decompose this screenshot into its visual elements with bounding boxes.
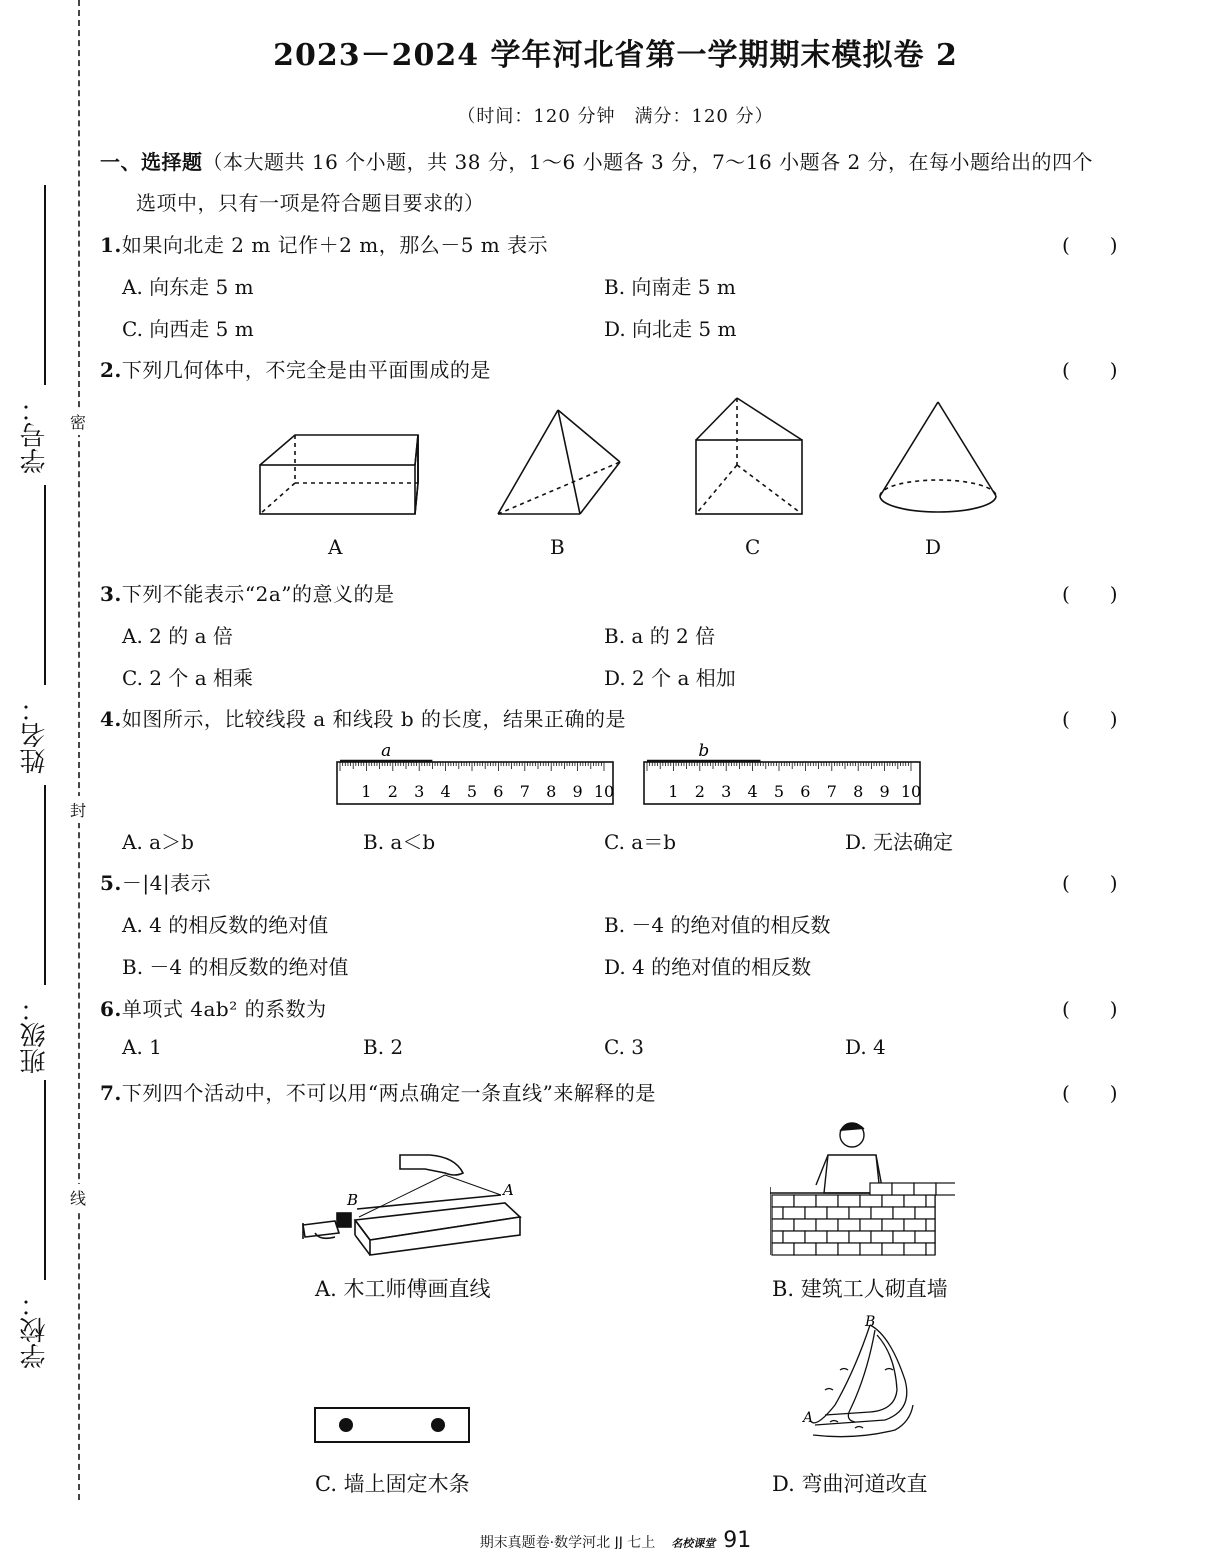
exam-info: （时间：120 分钟 满分：120 分） (457, 106, 774, 127)
binding-char-mi: 密 (70, 408, 86, 435)
q7-caption-c[interactable]: C. 墙上固定木条 (315, 1472, 470, 1496)
question-2 (100, 354, 491, 383)
question-7 (100, 1077, 656, 1106)
question-1 (100, 229, 548, 258)
q3-option-c[interactable]: C. 2 个 a 相乘 (122, 666, 254, 690)
student-name-blank[interactable] (44, 485, 46, 685)
pyramid-shape (498, 410, 620, 514)
q2-label-a: A (328, 535, 343, 559)
brick (860, 1243, 882, 1255)
ruler-number: 5 (773, 782, 785, 801)
ruler-number: 6 (800, 782, 811, 801)
nail-dot-right (431, 1418, 445, 1432)
question-5 (100, 867, 211, 896)
brick (871, 1207, 893, 1219)
q4-option-d[interactable]: D. 无法确定 (845, 830, 954, 854)
river-figure (795, 1310, 935, 1455)
footer-text: 期末真题卷·数学河北 JJ 七上 (479, 1535, 656, 1549)
brick (783, 1231, 805, 1243)
ruler-number: 8 (546, 782, 557, 801)
student-name-label: 姓名： (20, 696, 50, 774)
brick (936, 1183, 955, 1195)
question-6 (100, 993, 327, 1022)
brick (915, 1207, 935, 1219)
brick (882, 1219, 904, 1231)
q6-option-d[interactable]: D. 4 (845, 1035, 886, 1059)
wood-strip-figure (312, 1405, 472, 1445)
brick (882, 1195, 904, 1207)
brick (827, 1231, 849, 1243)
q6-option-c[interactable]: C. 3 (604, 1035, 645, 1059)
point-label-a: A (503, 1181, 514, 1199)
school-blank[interactable] (44, 1080, 46, 1280)
q5-option-c[interactable]: B. －4 的相反数的绝对值 (122, 955, 349, 979)
ruler-number: 5 (466, 782, 478, 801)
ruler-number: 9 (879, 782, 890, 801)
question-stem: 下列不能表示“2a”的意义的是 (121, 582, 395, 606)
brick (827, 1207, 849, 1219)
q5-option-a[interactable]: A. 4 的相反数的绝对值 (122, 913, 329, 937)
ruler-number: 3 (414, 782, 425, 801)
brick (926, 1195, 935, 1207)
bricklayer-figure (770, 1115, 955, 1260)
brick (794, 1219, 816, 1231)
answer-paren-2[interactable]: ( ) (1062, 358, 1118, 382)
q1-option-b[interactable]: B. 向南走 5 m (604, 275, 736, 299)
answer-paren-5[interactable]: ( ) (1062, 871, 1118, 895)
binding-dashed-line (78, 0, 80, 1500)
brick (838, 1219, 860, 1231)
q2-label-c: C (745, 535, 761, 559)
brick-wall (772, 1183, 955, 1255)
answer-paren-6[interactable]: ( ) (1062, 997, 1118, 1021)
question-number: 2. (100, 358, 122, 382)
point-label-b: B (347, 1191, 359, 1209)
question-number: 1. (100, 233, 122, 257)
section-heading-row (100, 146, 1093, 175)
ruler-number: 10 (593, 782, 615, 801)
brick (849, 1231, 871, 1243)
page-title: 2023－2024 学年河北省第一学期期末模拟卷 2 (273, 38, 958, 73)
brick (926, 1243, 935, 1255)
q6-option-a[interactable]: A. 1 (122, 1035, 162, 1059)
brick (871, 1231, 893, 1243)
question-number: 7. (100, 1081, 122, 1105)
brick (904, 1195, 926, 1207)
q4-rulers-figure (330, 740, 930, 810)
q1-option-d[interactable]: D. 向北走 5 m (604, 317, 737, 341)
brick (849, 1207, 871, 1219)
section-desc-1: （本大题共 16 个小题，共 38 分，1～6 小题各 3 分，7～16 小题各 2 分，在每小题给出的四个 (202, 150, 1094, 174)
q7-caption-b[interactable]: B. 建筑工人砌直墙 (772, 1277, 948, 1301)
ruler-number: 6 (493, 782, 504, 801)
brick (805, 1207, 827, 1219)
brick (794, 1243, 816, 1255)
ruler-a (337, 741, 614, 804)
question-number: 6. (100, 997, 122, 1021)
q7-caption-a[interactable]: A. 木工师傅画直线 (315, 1277, 491, 1301)
q4-option-b[interactable]: B. a＜b (363, 830, 436, 854)
school-label: 学校： (20, 1291, 50, 1369)
section-desc-2: 选项中，只有一项是符合题目要求的） (136, 191, 485, 215)
binding-char-xian: 线 (70, 1184, 86, 1211)
brick (914, 1183, 936, 1195)
segment-label-b: b (698, 741, 710, 761)
cuboid-shape (260, 435, 418, 514)
river-point-a: A (803, 1410, 814, 1426)
brick (904, 1243, 926, 1255)
q2-label-d: D (925, 535, 942, 559)
prism-shape (696, 398, 802, 514)
q4-option-a[interactable]: A. a＞b (122, 830, 194, 854)
brick (772, 1207, 783, 1219)
brick (904, 1219, 926, 1231)
q3-option-d[interactable]: D. 2 个 a 相加 (604, 666, 736, 690)
brick (816, 1243, 838, 1255)
q4-option-c[interactable]: C. a＝b (604, 830, 677, 854)
answer-paren-1[interactable]: ( ) (1062, 233, 1118, 257)
ruler-number: 7 (826, 782, 837, 801)
ruler-number: 4 (747, 782, 758, 801)
class-label: 班级： (20, 996, 50, 1074)
brick (783, 1207, 805, 1219)
question-stem: －|4|表示 (121, 871, 212, 895)
q5-option-d[interactable]: D. 4 的绝对值的相反数 (604, 955, 812, 979)
q1-option-a[interactable]: A. 向东走 5 m (122, 275, 254, 299)
brick (794, 1195, 816, 1207)
ruler-number: 9 (572, 782, 583, 801)
cone-shape (880, 402, 996, 512)
ruler-number: 1 (668, 782, 679, 801)
answer-paren-3[interactable]: ( ) (1062, 582, 1118, 606)
brick (892, 1183, 914, 1195)
brick (816, 1195, 838, 1207)
q7-caption-d[interactable]: D. 弯曲河道改直 (772, 1472, 928, 1496)
ruler-number: 2 (694, 782, 705, 801)
ruler-number: 7 (519, 782, 530, 801)
class-blank[interactable] (44, 785, 46, 985)
brick (816, 1219, 838, 1231)
ruler-number: 8 (853, 782, 864, 801)
ruler-b (644, 741, 921, 804)
brick (772, 1243, 794, 1255)
segment-label-a: a (381, 741, 392, 761)
brick (772, 1231, 783, 1243)
question-stem: 如果向北走 2 m 记作＋2 m，那么－5 m 表示 (121, 233, 549, 257)
q1-option-c[interactable]: C. 向西走 5 m (122, 317, 254, 341)
student-id-label: 学号： (20, 396, 50, 474)
brick (926, 1219, 935, 1231)
question-number: 5. (100, 871, 122, 895)
brick (772, 1219, 794, 1231)
question-stem: 如图所示，比较线段 a 和线段 b 的长度，结果正确的是 (121, 707, 627, 731)
footer-brand: 名校课堂 (671, 1537, 716, 1549)
brick (805, 1231, 827, 1243)
question-number: 3. (100, 582, 122, 606)
binding-char-feng: 封 (70, 796, 86, 823)
nail-dot-left (339, 1418, 353, 1432)
answer-paren-4[interactable]: ( ) (1062, 707, 1118, 731)
q6-option-b[interactable]: B. 2 (363, 1035, 404, 1059)
ruler-number: 4 (440, 782, 451, 801)
question-4 (100, 703, 626, 732)
question-3 (100, 578, 395, 607)
student-id-blank[interactable] (44, 185, 46, 385)
brick (893, 1231, 915, 1243)
q3-option-b[interactable]: B. a 的 2 倍 (604, 624, 716, 648)
question-stem: 下列四个活动中，不可以用“两点确定一条直线”来解释的是 (121, 1081, 656, 1105)
brick (915, 1231, 935, 1243)
river-point-b: B (865, 1314, 876, 1330)
question-stem: 下列几何体中，不完全是由平面围成的是 (121, 358, 491, 382)
q5-option-b[interactable]: B. －4 的绝对值的相反数 (604, 913, 831, 937)
ruler-number: 2 (387, 782, 398, 801)
brick (870, 1183, 892, 1195)
section-heading: 一、选择题 (100, 150, 203, 174)
q2-label-b: B (550, 535, 565, 559)
brick (838, 1195, 860, 1207)
brick (860, 1219, 882, 1231)
brick (860, 1195, 882, 1207)
answer-paren-7[interactable]: ( ) (1062, 1081, 1118, 1105)
brick (882, 1243, 904, 1255)
brick (893, 1207, 915, 1219)
brick (772, 1195, 794, 1207)
q2-solids-figure (240, 390, 1020, 525)
ruler-number: 1 (361, 782, 372, 801)
ruler-number: 10 (900, 782, 922, 801)
brick (838, 1243, 860, 1255)
question-stem: 单项式 4ab² 的系数为 (121, 997, 327, 1021)
carpenter-figure (295, 1145, 535, 1260)
q3-option-a[interactable]: A. 2 的 a 倍 (122, 624, 233, 648)
page-footer (0, 1528, 1231, 1549)
ruler-number: 3 (721, 782, 732, 801)
question-number: 4. (100, 707, 122, 731)
page-number: 91 (723, 1528, 752, 1549)
